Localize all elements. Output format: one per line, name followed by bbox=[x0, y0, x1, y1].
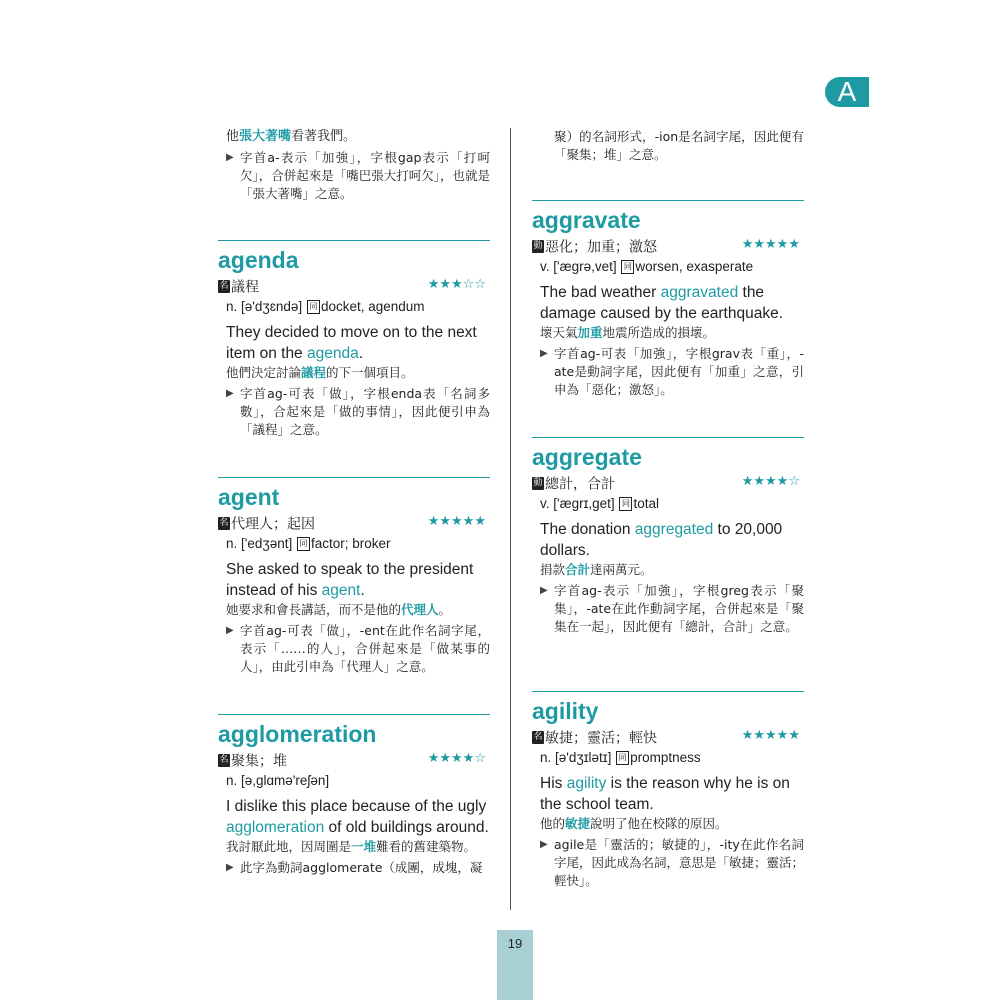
etymology-note: ▶ 字首ag-可表「做」，字根enda表「名詞多數」，合起來是「做的事情」，因此便引申為「議程」之意。 bbox=[226, 386, 490, 437]
example-translation: 他的敏捷說明了他在校隊的原因。 bbox=[540, 816, 728, 831]
etymology-note: ▶ 字首ag-可表「加強」，字根grav表「重」，-ate是動詞字尾，因此便有「加重」之意，引申為「惡化；激怒」。 bbox=[540, 346, 804, 397]
triangle-bullet-icon: ▶ bbox=[540, 585, 548, 596]
example-sentence: She asked to speak to the president instead of his agent. bbox=[226, 561, 474, 599]
triangle-bullet-icon: ▶ bbox=[226, 625, 234, 636]
etymology-note: ▶ 字首a-表示「加強」，字根gap表示「打呵欠」，合併起來是「嘴巴張大打呵欠」，也就是「張大著嘴」之意。 bbox=[226, 150, 491, 201]
pos-badge: 動 bbox=[533, 478, 543, 488]
headword: agglomeration bbox=[218, 721, 377, 747]
column-divider bbox=[510, 128, 511, 910]
rating-stars: ★★★★★ bbox=[427, 514, 486, 529]
meaning-row bbox=[218, 513, 490, 533]
headword: aggregate bbox=[532, 444, 642, 470]
synonym-icon: 同 bbox=[621, 260, 634, 274]
etymology-note: ▶ agile是「靈活的；敏捷的」，-ity在此作名詞字尾，因此成為名詞，意思是「敏捷；靈活；輕快」。 bbox=[540, 837, 805, 888]
meaning-row bbox=[532, 727, 804, 747]
headword: agenda bbox=[218, 247, 299, 273]
synonym-icon: 同 bbox=[307, 300, 320, 314]
pos-badge: 名 bbox=[219, 281, 229, 291]
meaning-row bbox=[218, 750, 490, 770]
entry-agility bbox=[532, 691, 804, 890]
example-sentence: The donation aggregated to 20,000 dollars. bbox=[540, 521, 783, 559]
entry-agglomeration bbox=[218, 714, 490, 877]
headword: agility bbox=[532, 698, 599, 724]
headword: agent bbox=[218, 484, 280, 510]
example-translation: 她要求和會長講話，而不是他的代理人。 bbox=[226, 602, 452, 617]
pronunciation: n. ['edʒənt] 同 factor; broker bbox=[226, 536, 391, 551]
triangle-bullet-icon: ▶ bbox=[226, 388, 234, 399]
meaning: 總計，合計 bbox=[545, 476, 615, 493]
entry-rule bbox=[532, 437, 804, 438]
synonym-icon: 同 bbox=[619, 497, 632, 511]
pronunciation: n. [ə'dʒɛndə] 同 docket, agendum bbox=[226, 299, 425, 314]
meaning: 敏捷；靈活；輕快 bbox=[545, 730, 657, 747]
meaning: 代理人；起因 bbox=[231, 516, 315, 533]
rating-stars: ★★★★☆ bbox=[741, 474, 800, 489]
entry-aggregate bbox=[532, 437, 804, 636]
pronunciation: n. [ə,glɑmə'reʃən] bbox=[226, 773, 330, 788]
pos-badge: 名 bbox=[219, 755, 229, 765]
page-number: 19 bbox=[497, 930, 533, 1000]
etymology-note: ▶ 字首ag-可表「做」，-ent在此作名詞字尾，表示「……的人」，合併起來是「做某事的人」，由此引申為「代理人」之意。 bbox=[226, 623, 490, 674]
entry-aggravate bbox=[532, 200, 804, 399]
example-sentence: I dislike this place because of the ugly agglomeration of old buildings around. bbox=[226, 798, 489, 836]
headword: aggravate bbox=[532, 207, 641, 233]
pronunciation: v. ['ægrə,vet] 同 worsen, exasperate bbox=[540, 259, 754, 274]
example-sentence: They decided to move on to the next item on the agenda. bbox=[226, 324, 477, 362]
entry-rule bbox=[218, 240, 490, 241]
example-sentence: The bad weather aggravated the damage caused by the earthquake. bbox=[540, 284, 784, 322]
entry-agent bbox=[218, 477, 490, 676]
etymology-note: ▶ 此字為動詞agglomerate（成團，成塊，凝 bbox=[226, 860, 483, 875]
rating-stars: ★★★☆☆ bbox=[427, 277, 486, 292]
pos-badge: 動 bbox=[533, 241, 543, 251]
pronunciation: n. [ə'dʒɪlətɪ] 同 promptness bbox=[540, 750, 701, 765]
meaning: 惡化；加重；激怒 bbox=[545, 239, 657, 256]
example-translation: 他們決定討論議程的下一個項目。 bbox=[226, 365, 414, 380]
entry-rule bbox=[532, 691, 804, 692]
pos-badge: 名 bbox=[219, 518, 229, 528]
example-sentence: His agility is the reason why he is on the school team. bbox=[540, 775, 790, 813]
synonym-icon: 同 bbox=[297, 537, 310, 551]
meaning-row bbox=[218, 276, 490, 296]
rating-stars: ★★★★★ bbox=[741, 237, 800, 252]
meaning: 議程 bbox=[231, 279, 259, 296]
section-letter-tab: A bbox=[825, 77, 869, 107]
continued-entry-top-right bbox=[532, 128, 804, 164]
rating-stars: ★★★★★ bbox=[741, 728, 800, 743]
example-translation: 壞天氣加重地震所造成的損壞。 bbox=[540, 325, 716, 340]
triangle-bullet-icon: ▶ bbox=[226, 862, 234, 873]
etymology-note-continued: 聚）的名詞形式，-ion是名詞字尾，因此便有「聚集；堆」之意。 bbox=[554, 129, 804, 162]
example-translation: 捐款合計達兩萬元。 bbox=[540, 562, 653, 577]
example-translation: 我討厭此地，因周圍是一堆難看的舊建築物。 bbox=[226, 839, 477, 854]
triangle-bullet-icon: ▶ bbox=[540, 839, 548, 850]
pos-badge: 名 bbox=[533, 732, 543, 742]
entry-rule bbox=[532, 200, 804, 201]
entry-rule bbox=[218, 714, 490, 715]
entry-rule bbox=[218, 477, 490, 478]
meaning-row bbox=[532, 473, 804, 493]
pronunciation: v. ['ægrɪ,get] 同 total bbox=[540, 496, 659, 511]
meaning: 聚集；堆 bbox=[231, 753, 287, 770]
synonym-icon: 同 bbox=[616, 751, 629, 765]
continued-entry-top-left bbox=[218, 128, 490, 203]
rating-stars: ★★★★☆ bbox=[427, 751, 486, 766]
triangle-bullet-icon: ▶ bbox=[226, 152, 234, 163]
entry-agenda bbox=[218, 240, 490, 439]
continued-sentence: 他張大著嘴看著我們。 bbox=[226, 129, 357, 144]
triangle-bullet-icon: ▶ bbox=[540, 348, 548, 359]
etymology-note: ▶ 字首ag-表示「加強」，字根greg表示「聚集」，-ate在此作動詞字尾，合併起來是「聚集在一起」，因此便有「總計，合計」之意。 bbox=[540, 583, 804, 634]
meaning-row bbox=[532, 236, 804, 256]
